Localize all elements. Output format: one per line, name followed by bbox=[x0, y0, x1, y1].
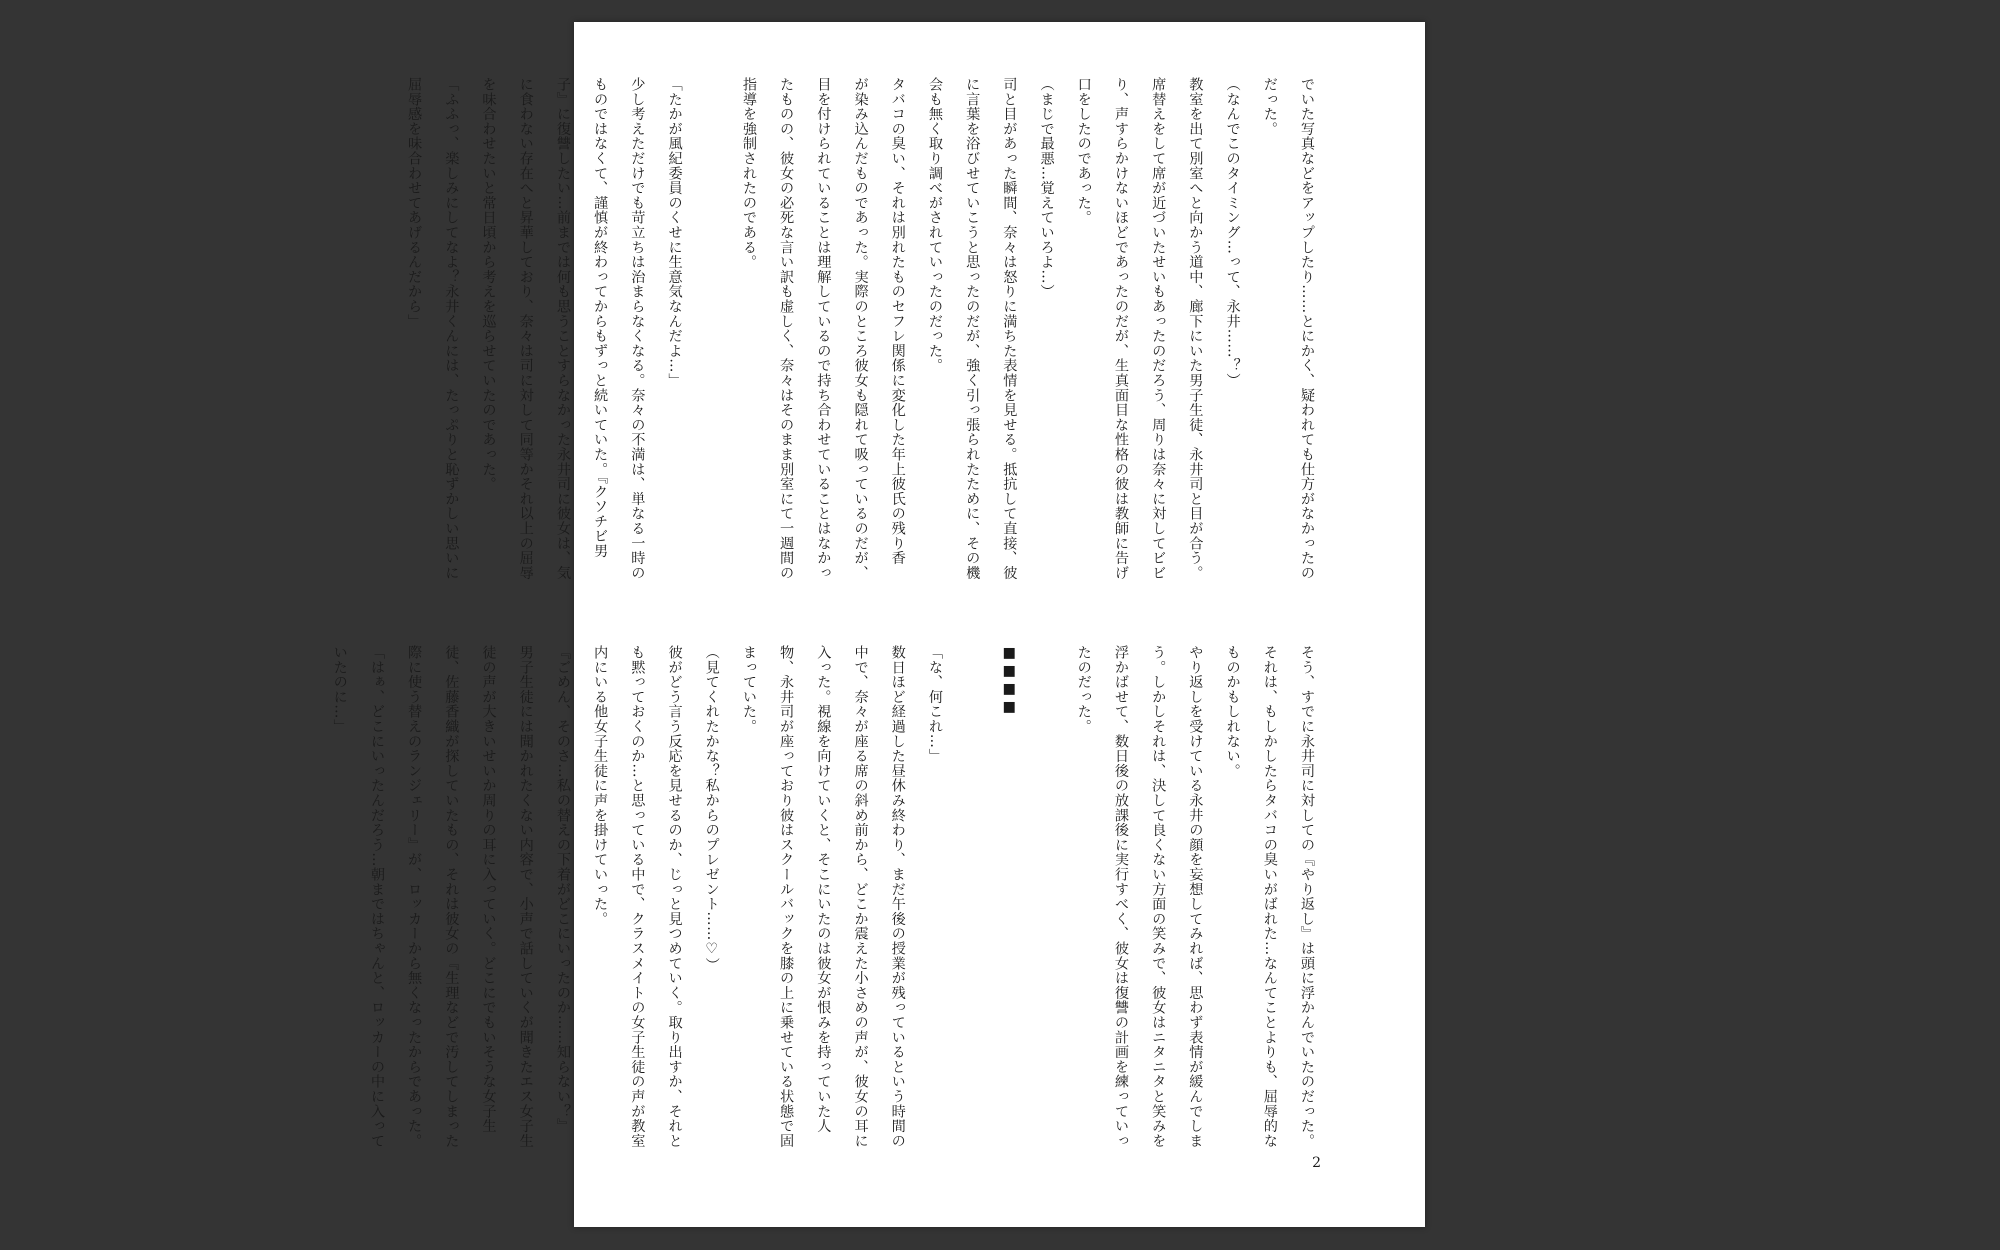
text-line: タバコの臭い、それは別れたものセフレ関係に変化した年上彼氏の残り香 bbox=[889, 77, 906, 566]
text-line: に食わない存在へと昇華しており、奈々は司に対して同等かそれ以上の屈辱 bbox=[517, 77, 534, 581]
text-block-lower bbox=[331, 645, 1325, 1175]
text-line: 彼がどう言う反応を見せるのか、じっと見つめていく。取り出すか、それと bbox=[666, 645, 683, 1149]
text-line: 浮かばせて、数日後の放課後に実行すべく、彼女は復讐の計画を練っていっ bbox=[1112, 645, 1129, 1149]
text-line: 教室を出て別室へと向かう道中、廊下にいた男子生徒、永井司と目が合う。 bbox=[1187, 77, 1204, 581]
text-line: 内にいる他女子生徒に声を掛けていった。 bbox=[592, 645, 609, 927]
text-line: やり返しを受けている永井の顔を妄想してみれば、思わず表情が緩んでしま bbox=[1187, 645, 1204, 1149]
text-line: 入った。視線を向けていくと、そこにいたのは彼女が恨みを持っていた人 bbox=[815, 645, 832, 1134]
blank-line bbox=[953, 645, 990, 1175]
text-line: 会も無く取り調べがされていったのだった。 bbox=[926, 77, 943, 373]
page-number: 2 bbox=[1312, 1155, 1321, 1171]
blank-line bbox=[693, 77, 730, 597]
text-line: が染み込んだものであった。実際のところ彼女も隠れて吸っているのだが、 bbox=[852, 77, 869, 581]
text-line: 目を付けられていることは理解しているので持ち合わせていることはなかっ bbox=[815, 77, 832, 581]
text-line: 際に使う替えのランジェリー』が、ロッカーから無くなったからであった。 bbox=[406, 645, 423, 1149]
text-line: 席替えをして席が近づいたせいもあったのだろう、周りは奈々に対してビビ bbox=[1150, 77, 1167, 581]
text-line: それは、もしかしたらタバコの臭いがばれた…なんてことよりも、屈辱的な bbox=[1261, 645, 1278, 1149]
text-line: いたのに…」 bbox=[331, 645, 348, 734]
text-line: 司と目があった瞬間、奈々は怒りに満ちた表情を見せる。抵抗して直接、彼 bbox=[1001, 77, 1018, 581]
text-line: 男子生徒には聞かれたくない内容で、小声で話していくが聞きたエス女子生 bbox=[517, 645, 534, 1149]
text-line: 「な、何これ…」 bbox=[926, 645, 943, 764]
text-line: でいた写真などをアップしたり……とにかく、疑われても仕方がなかったの bbox=[1299, 77, 1315, 581]
text-line: 中で、奈々が座る席の斜め前から、どこか震えた小さめの声が、彼女の耳に bbox=[852, 645, 869, 1149]
text-line: まっていた。 bbox=[740, 645, 757, 734]
text-line: （見てくれたかな？私からのプレゼント……♡） bbox=[703, 645, 720, 973]
text-line: 徒、佐藤香織が探していたもの、それは彼女の『生理などで汚してしまった bbox=[443, 645, 460, 1149]
text-line: 数日ほど経過した昼休み終わり、まだ午後の授業が残っているという時間の bbox=[889, 645, 906, 1149]
text-line: も黙っておくのか…と思っている中で、クラスメイトの女子生徒の声が教室 bbox=[629, 645, 646, 1149]
blank-line bbox=[1027, 645, 1064, 1175]
text-line: 指導を強制されたのである。 bbox=[740, 77, 757, 270]
text-line: う。しかしそれは、決して良くない方面の笑みで、彼女はニタニタと笑みを bbox=[1150, 645, 1167, 1149]
text-line: 徒の声が大きいせいか周りの耳に入っていく。どこにでもいそうな女子生 bbox=[480, 645, 497, 1134]
text-line: 『ごめん、そのさ…私の替えの下着がどこにいったのか……知らない？』 bbox=[554, 645, 571, 1134]
text-line: だった。 bbox=[1261, 77, 1278, 137]
text-line: を味合わせたいと常日頃から考えを巡らせていたのであった。 bbox=[480, 77, 497, 492]
text-line: そう、すでに永井司に対しての『やり返し』は頭に浮かんでいたのだった。 bbox=[1299, 645, 1315, 1149]
text-line: 物、永井司が座っており彼はスクールバックを膝の上に乗せている状態で固 bbox=[778, 645, 795, 1149]
text-line: 「はぁ、どこにいったんだろう…朝まではちゃんと、ロッカーの中に入って bbox=[368, 645, 385, 1149]
text-line: り、声すらかけないほどであったのだが、生真面目な性格の彼は教師に告げ bbox=[1112, 77, 1129, 581]
text-line: 子』に復讐したい…前までは何も思うことすらなかった永井司に彼女は、気 bbox=[554, 77, 571, 581]
text-line: 「たかが風紀委員のくせに生意気なんだよ…」 bbox=[666, 77, 683, 388]
text-line: ものかもしれない。 bbox=[1224, 645, 1241, 779]
text-line: ものではなくて、謹慎が終わってからもずっと続いていた。『クソチビ男 bbox=[592, 77, 609, 559]
text-line: 口をしたのであった。 bbox=[1075, 77, 1092, 225]
text-line: 「ふふっ、楽しみにしてなよ？永井くんには、たっぷりと恥ずかしい思いに bbox=[443, 77, 460, 581]
text-line: （なんでこのタイミング…って、永井……？） bbox=[1224, 77, 1241, 388]
text-line: たものの、彼女の必死な言い訳も虚しく、奈々はそのまま別室にて一週間の bbox=[778, 77, 795, 581]
text-line: に言葉を浴びせていこうと思ったのだが、強く引っ張られたために、その機 bbox=[964, 77, 981, 581]
text-line: 屈辱感を味合わせてあげるんだから」 bbox=[406, 77, 423, 329]
text-block-upper bbox=[406, 77, 1325, 597]
text-line: 少し考えただけでも苛立ちは治まらなくなる。奈々の不満は、単なる一時の bbox=[629, 77, 646, 581]
text-line: （まじで最悪…覚えていろよ…） bbox=[1038, 77, 1055, 299]
text-line: たのだった。 bbox=[1075, 645, 1092, 734]
document-page[interactable] bbox=[331, 22, 1425, 1227]
section-break: ■■■■ bbox=[1001, 645, 1018, 717]
